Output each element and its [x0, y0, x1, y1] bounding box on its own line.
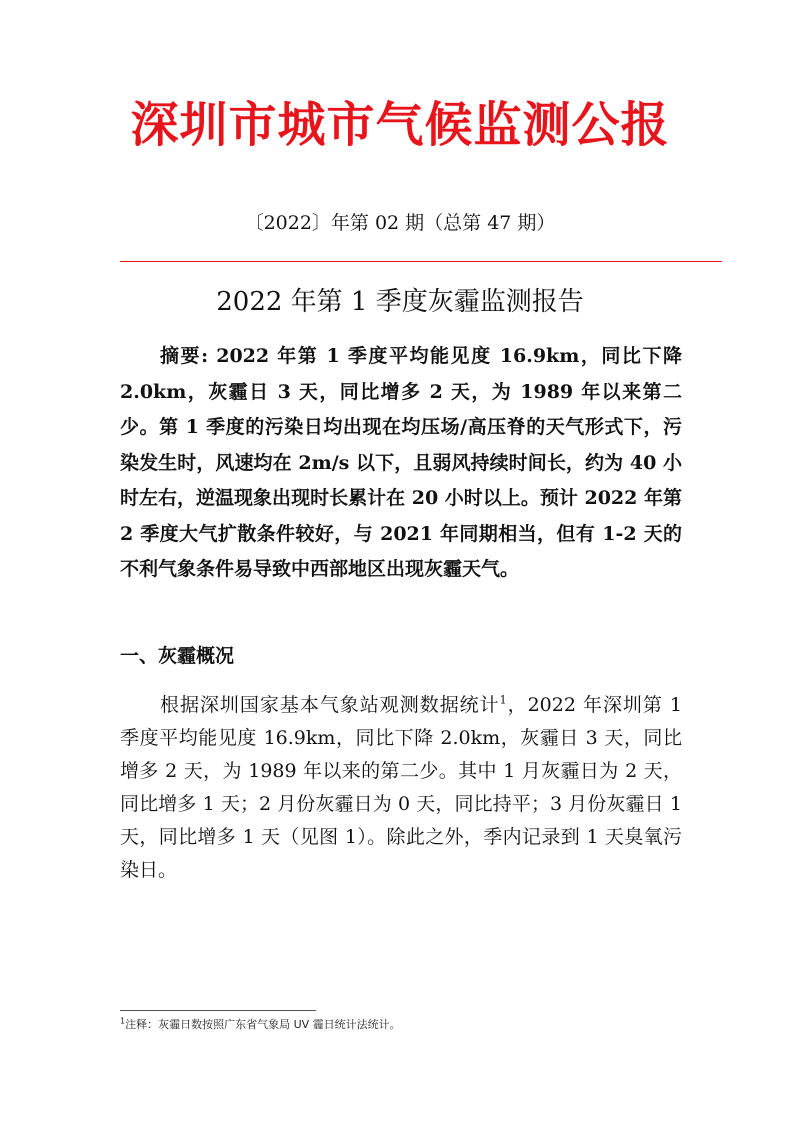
- report-title: 2022 年第 1 季度灰霾监测报告: [216, 287, 584, 317]
- overview-text-rest: ，2022 年深圳第 1 季度平均能见度 16.9km，同比下降 2.0km，灰霾日 3 天，同比增多 2 天，为 1989 年以来的第二少。其中 1 月灰霾日为 2 天，同比增多 1 天；2 月份灰霾日为 0 天，同比持平；3 月份灰霾日 1 天，同比增多 1 天（见图 1）。除此之外，季内记录到 1 天臭氧污染日。: [120, 694, 682, 881]
- footnote-text: 注释：灰霾日数按照广东省气象局 UV 霾日统计法统计。: [125, 1018, 401, 1031]
- abstract-paragraph: 摘要: 2022 年第 1 季度平均能见度 16.9km，同比下降 2.0km，灰霾日 3 天，同比增多 2 天，为 1989 年以来第二少。第 1 季度的污染日均出现在均压场/高压脊的天气形式下，污染发生时，风速均在 2m/s 以下，且弱风持续时间长，约为 40 小时左右，逆温现象出现时长累计在 20 小时以上。预计 2022 年第 2 季度大气扩散条件较好，与 2021 年同期相当，但有 1-2 天的不利气象条件易导致中西部地区出现灰霾天气。: [120, 345, 682, 580]
- footnote-divider: [120, 1010, 316, 1011]
- masthead-divider: [120, 261, 722, 262]
- footnote: [120, 1017, 401, 1033]
- masthead-title: 深圳市城市气候监测公报: [130, 97, 670, 153]
- overview-text-start: 根据深圳国家基本气象站观测数据统计: [160, 694, 500, 716]
- issue-number: 〔2022〕年第 02 期（总第 47 期）: [244, 212, 556, 234]
- footnote-reference[interactable]: 1: [499, 693, 507, 707]
- section-heading-haze-overview: 一、灰霾概况: [120, 645, 235, 667]
- overview-paragraph: [120, 689, 682, 887]
- footnote-marker: 1: [120, 1016, 126, 1026]
